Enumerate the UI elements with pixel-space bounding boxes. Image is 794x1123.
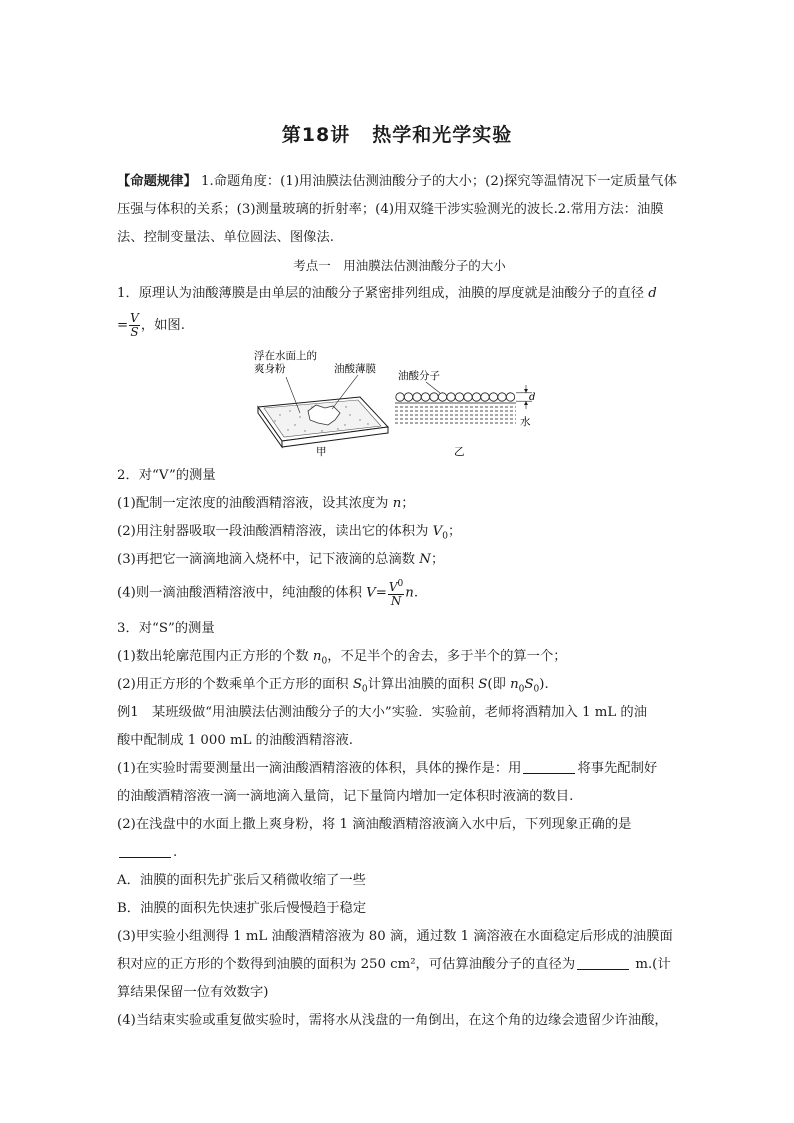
label-oil-film: 油酸薄膜 <box>334 363 376 375</box>
answer-blank-1[interactable] <box>523 760 575 774</box>
answer-blank-3[interactable] <box>577 956 629 970</box>
v-step-4: (4)则一滴油酸酒精溶液中，纯油酸的体积 V= $\frac{V^0}{N}$ n. <box>117 579 419 608</box>
rules-line-1: 【命题规律】 1.命题角度：(1)用油膜法估测油酸分子的大小；(2)探究等温情况下一定质量气体 <box>117 174 677 189</box>
label-powder-line1: 浮在水面上的 <box>254 350 317 362</box>
option-a: A．油膜的面积先扩张后又稍微收缩了一些 <box>117 873 366 888</box>
rules-line-3: 法、控制变量法、单位圆法、图像法. <box>117 230 334 245</box>
diameter-fraction: $\frac{V}{S}$ <box>130 311 139 339</box>
question-3-line-3: 算结果保留一位有效数字) <box>117 985 269 1000</box>
option-b: B．油膜的面积先快速扩张后慢慢趋于稳定 <box>117 901 367 916</box>
s-step-2: (2)用正方形的个数乘单个正方形的面积 $S_0$计算出油膜的面积 S(即 $n_0S_0$). <box>117 677 549 695</box>
question-1-line-2: 的油酸酒精溶液一滴一滴地滴入量筒，记下量筒内增加一定体积时液滴的数目. <box>117 789 574 804</box>
section-heading: 考点一 用油膜法估测油酸分子的大小 <box>293 258 506 273</box>
page-title <box>0 120 794 147</box>
rules-line-2: 压强与体积的关系；(3)测量玻璃的折射率；(4)用双缝干涉实验测光的波长.2.常用方法：油膜 <box>117 202 664 217</box>
answer-blank-2[interactable] <box>119 844 171 858</box>
oil-film-figure <box>250 345 550 460</box>
label-d: d <box>529 392 536 403</box>
question-2-line-2: . <box>117 843 682 863</box>
label-oil-molecule: 油酸分子 <box>398 370 440 382</box>
s-step-1: (1)数出轮廓范围内正方形的个数 $n_0$，不足半个的舍去，多于半个的算一个； <box>117 649 567 667</box>
principle-line-1: 1．原理认为油酸薄膜是由单层的油酸分子紧密排列组成，油膜的厚度就是油酸分子的直径 d <box>117 286 657 301</box>
label-water: 水 <box>520 416 531 428</box>
lecture-number: 第18讲 <box>281 124 351 146</box>
question-1-line-1: (1)在实验时需要测量出一滴油酸酒精溶液的体积，具体的操作是：用 将事先配制好 <box>117 761 658 776</box>
lecture-topic: 热学和光学实验 <box>372 124 513 146</box>
caption-jia: 甲 <box>316 446 327 458</box>
example-line-2: 酸中配制成 1 000 mL 的油酸酒精溶液. <box>117 733 353 748</box>
caption-yi: 乙 <box>454 446 465 458</box>
principle-line-2: = $\frac{V}{S}$ ，如图. <box>117 311 185 339</box>
label-powder-line2: 爽身粉 <box>254 363 286 375</box>
v-measure-heading: 2．对“V”的测量 <box>117 468 216 483</box>
example-line-1: 例1 某班级做“用油膜法估测油酸分子的大小”实验．实验前，老师将酒精加入 1 mL 的油 <box>117 705 648 720</box>
v-step-1: (1)配制一定浓度的油酸酒精溶液，设其浓度为 n； <box>117 496 415 511</box>
question-3-line-2: 积对应的正方形的个数得到油膜的面积为 250 cm²，可估算油酸分子的直径为 m.(计 <box>117 957 671 972</box>
question-2-line-1: (2)在浅盘中的水面上撒上爽身粉，将 1 滴油酸酒精溶液滴入水中后，下列现象正确的是 <box>117 817 632 832</box>
v-step-3: (3)再把它一滴滴地滴入烧杯中，记下液滴的总滴数 N； <box>117 552 445 567</box>
question-4-line-1: (4)当结束实验或重复做实验时，需将水从浅盘的一角倒出，在这个角的边缘会遗留少许油酸， <box>117 1013 668 1028</box>
s-measure-heading: 3．对“S”的测量 <box>117 621 215 636</box>
v-step-2: (2)用注射器吸取一段油酸酒精溶液，读出它的体积为 $V_0$； <box>117 524 462 542</box>
question-3-line-1: (3)甲实验小组测得 1 mL 油酸酒精溶液为 80 滴，通过数 1 滴溶液在水面稳定后形成的油膜面 <box>117 929 673 944</box>
rules-tag: 【命题规律】 <box>117 174 197 189</box>
molecule-illustration <box>395 369 535 458</box>
tray-illustration <box>254 349 388 458</box>
volume-fraction: $\frac{V^0}{N}$ <box>388 579 404 608</box>
